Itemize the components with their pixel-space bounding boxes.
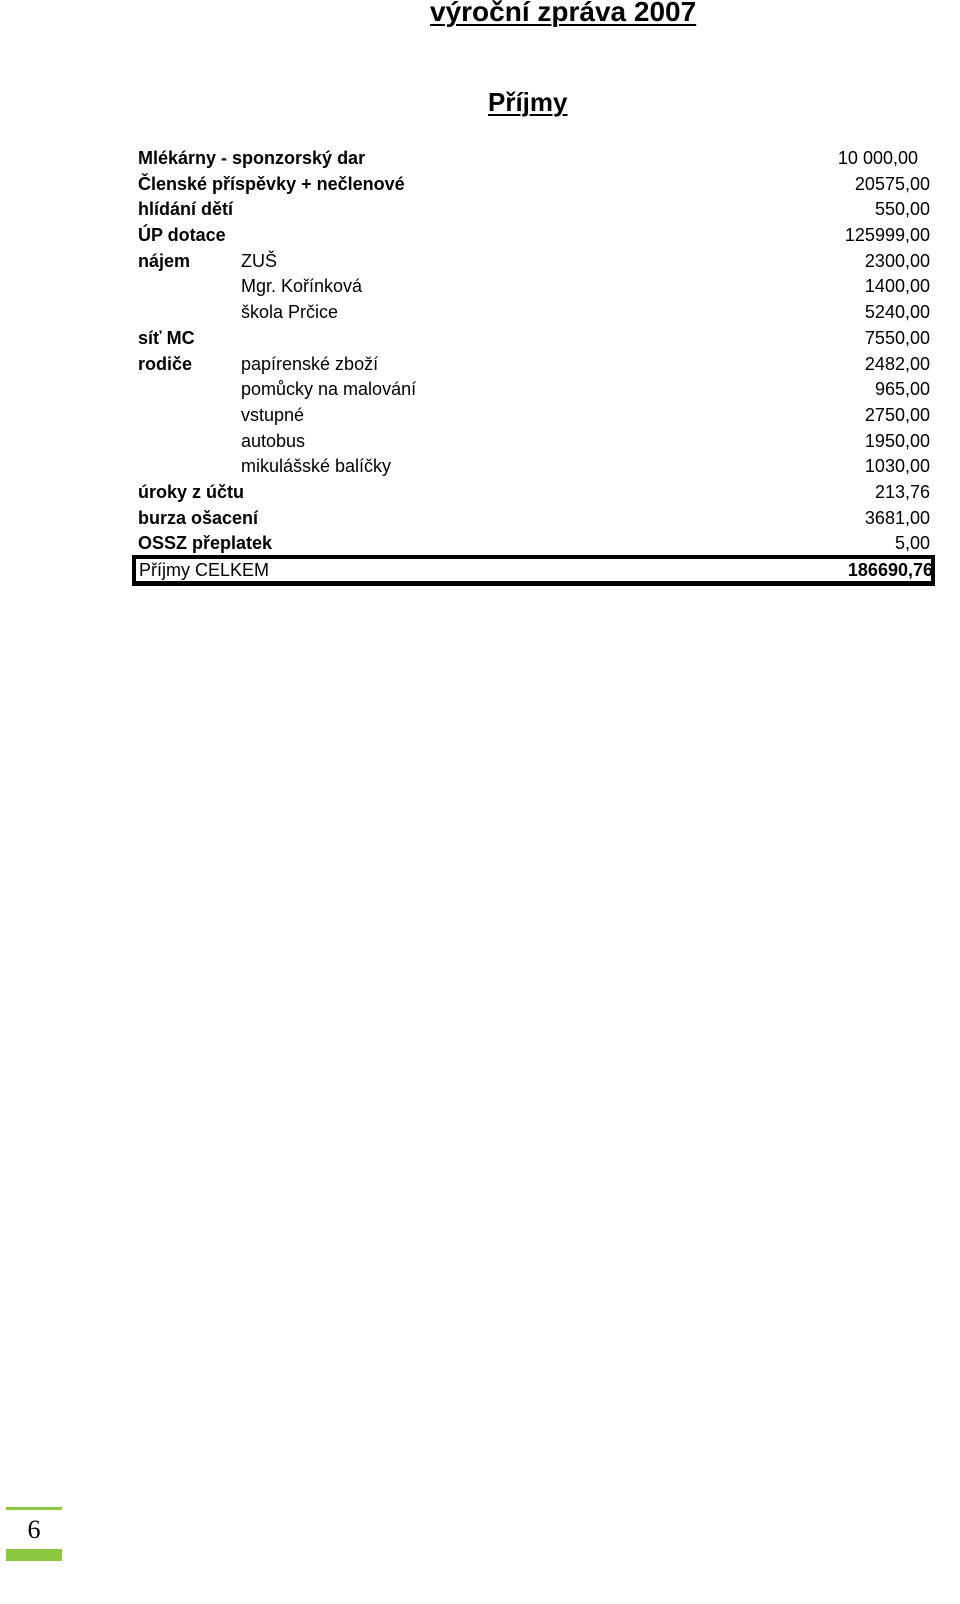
table-row bbox=[138, 429, 930, 455]
row-sublabel: vstupné bbox=[241, 404, 305, 425]
row-amount: 10 000,00 bbox=[837, 148, 918, 168]
table-row bbox=[138, 274, 930, 300]
row-sublabel: autobus bbox=[241, 430, 306, 451]
total-amount: 186690,76 bbox=[847, 560, 933, 580]
income-table bbox=[138, 146, 930, 557]
section-title: Příjmy bbox=[488, 87, 568, 117]
row-label: rodiče bbox=[138, 353, 193, 374]
table-row bbox=[138, 146, 930, 172]
row-amount: 2482,00 bbox=[864, 353, 930, 374]
row-label: hlídání dětí bbox=[138, 199, 234, 220]
table-row bbox=[138, 403, 930, 429]
table-row bbox=[138, 326, 930, 352]
row-sublabel: škola Prčice bbox=[241, 302, 339, 323]
row-amount: 2300,00 bbox=[864, 250, 930, 271]
row-label: Mlékárny - sponzorský dar bbox=[138, 148, 366, 168]
row-sublabel: ZUŠ bbox=[241, 250, 277, 271]
page-number: 6 bbox=[27, 1515, 41, 1544]
row-amount: 213,76 bbox=[874, 481, 930, 502]
row-sublabel: papírenské zboží bbox=[241, 353, 379, 374]
row-amount: 1400,00 bbox=[864, 276, 930, 297]
row-amount: 550,00 bbox=[874, 199, 930, 220]
table-row bbox=[138, 506, 930, 532]
row-label: nájem bbox=[138, 250, 191, 271]
total-label: Příjmy CELKEM bbox=[139, 560, 270, 580]
table-row bbox=[138, 300, 930, 326]
footer-accent-bar bbox=[6, 1549, 62, 1561]
row-label: síť MC bbox=[138, 327, 195, 348]
row-amount: 2750,00 bbox=[864, 404, 930, 425]
table-row bbox=[138, 249, 930, 275]
row-label: Členské příspěvky + nečlenové bbox=[138, 173, 405, 194]
row-amount: 965,00 bbox=[874, 379, 930, 400]
table-row bbox=[138, 223, 930, 249]
row-sublabel: mikulášské balíčky bbox=[241, 456, 392, 477]
row-amount: 20575,00 bbox=[854, 173, 930, 194]
table-row bbox=[138, 531, 930, 557]
row-label: úroky z účtu bbox=[138, 481, 245, 502]
row-amount: 1030,00 bbox=[864, 456, 930, 477]
table-row bbox=[138, 480, 930, 506]
table-row bbox=[138, 454, 930, 480]
footer-accent-line bbox=[6, 1507, 62, 1510]
table-row bbox=[138, 352, 930, 378]
table-row bbox=[138, 197, 930, 223]
table-row bbox=[138, 172, 930, 198]
table-row bbox=[138, 377, 930, 403]
row-amount: 7550,00 bbox=[864, 327, 930, 348]
row-amount: 5,00 bbox=[894, 533, 930, 554]
row-amount: 125999,00 bbox=[844, 225, 930, 246]
row-label: ÚP dotace bbox=[138, 225, 226, 246]
row-label: OSSZ přeplatek bbox=[138, 533, 273, 554]
row-amount: 1950,00 bbox=[864, 430, 930, 451]
row-sublabel: pomůcky na malování bbox=[241, 379, 417, 400]
total-row bbox=[132, 555, 935, 586]
row-sublabel: Mgr. Kořínková bbox=[241, 276, 363, 297]
document-title: výroční zpráva 2007 bbox=[430, 0, 697, 27]
row-amount: 5240,00 bbox=[864, 302, 930, 323]
row-label: burza ošacení bbox=[138, 507, 259, 528]
row-amount: 3681,00 bbox=[864, 507, 930, 528]
